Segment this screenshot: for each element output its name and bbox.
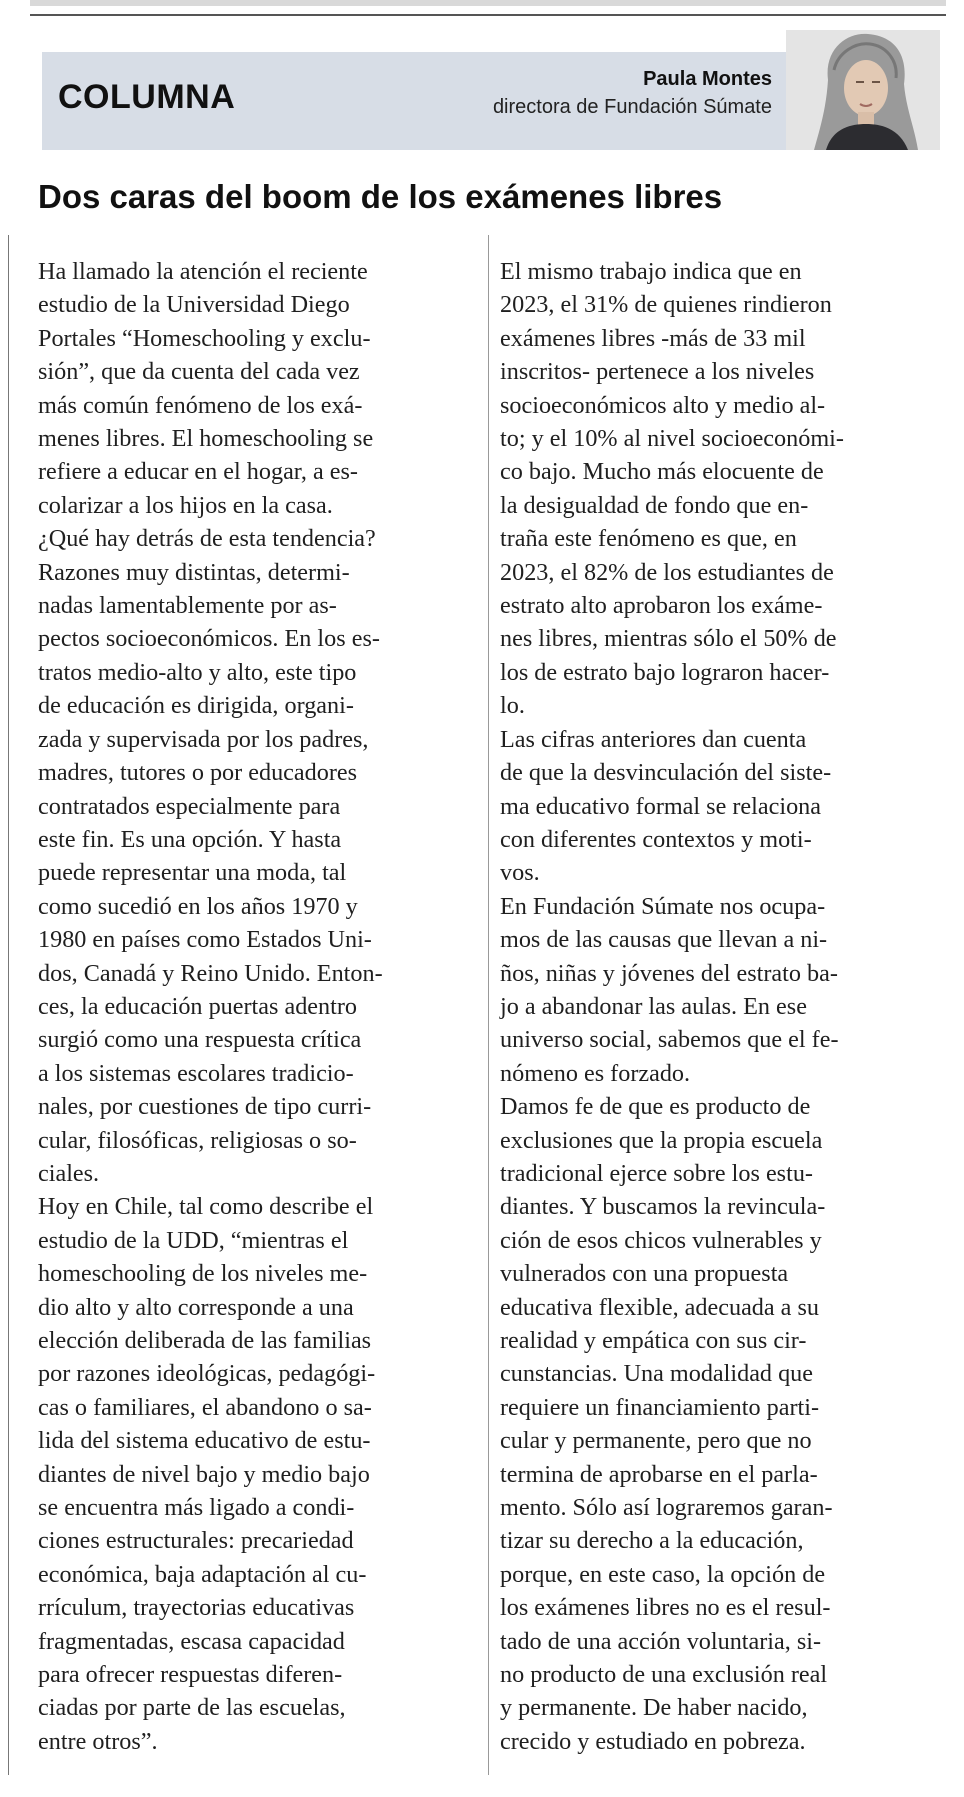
author-role: directora de Fundación Súmate xyxy=(492,96,772,118)
article-text-line: nadas lamentablemente por as- xyxy=(38,592,337,620)
article-text-line: traña este fenómeno es que, en xyxy=(500,525,797,553)
article-text-line: vos. xyxy=(500,859,540,887)
article-text-line: inscritos- pertenece a los niveles xyxy=(500,358,815,386)
article-text-line: ción de esos chicos vulnerables y xyxy=(500,1226,822,1254)
article-text-line: ¿Qué hay detrás de esta tendencia? xyxy=(38,525,376,553)
article-text-line: cunstancias. Una modalidad que xyxy=(500,1360,813,1388)
article-text-line: para ofrecer respuestas diferen- xyxy=(38,1661,343,1689)
article-text-line: refiere a educar en el hogar, a es- xyxy=(38,458,358,486)
article-text-line: nómeno es forzado. xyxy=(500,1059,691,1087)
article-text-line: crecido y estudiado en pobreza. xyxy=(500,1727,806,1755)
article-text-line: los de estrato bajo lograron hacer- xyxy=(500,658,830,686)
article-text-line: tizar su derecho a la educación, xyxy=(500,1527,804,1555)
article-text-line: de que la desvinculación del siste- xyxy=(500,759,832,787)
article-text-line: elección deliberada de las familias xyxy=(38,1327,372,1354)
article-text-line: nales, por cuestiones de tipo curri- xyxy=(38,1093,372,1121)
article-text-line: la desigualdad de fondo que en- xyxy=(500,491,809,519)
top-rule xyxy=(30,14,946,16)
author-name: Paula Montes xyxy=(643,68,772,90)
article-text-line: lo. xyxy=(500,692,525,720)
article-text-line: entre otros”. xyxy=(38,1727,158,1755)
article-text-line: 2023, el 31% de quienes rindieron xyxy=(500,291,832,319)
article-text-line: dio alto y alto corresponde a una xyxy=(38,1293,354,1321)
article-text-line: Hoy en Chile, tal como describe el xyxy=(38,1193,374,1221)
article-text-line: sión”, que da cuenta del cada vez xyxy=(38,358,360,386)
article-text-line: de educación es dirigida, organi- xyxy=(38,692,354,720)
article-text-line: zada y supervisada por los padres, xyxy=(38,725,369,753)
article-text-line: porque, en este caso, la opción de xyxy=(500,1560,826,1588)
article-text-line: madres, tutores o por educadores xyxy=(38,759,358,787)
article-text-line: no producto de una exclusión real xyxy=(500,1661,828,1689)
article-text-line: 1980 en países como Estados Uni- xyxy=(38,926,372,954)
article-text-line: estrato alto aprobaron los exáme- xyxy=(500,592,823,620)
article-text-line: puede representar una moda, tal xyxy=(38,859,347,887)
article-text-line: económica, baja adaptación al cu- xyxy=(38,1560,367,1588)
article-text-line: realidad y empática con sus cir- xyxy=(500,1327,807,1354)
article-text-line: jo a abandonar las aulas. En ese xyxy=(500,992,807,1020)
article-text-line: En Fundación Súmate nos ocupa- xyxy=(500,892,826,920)
article-text-line: cular y permanente, pero que no xyxy=(500,1427,812,1455)
article-text-line: Ha llamado la atención el reciente xyxy=(38,258,368,285)
article-text-line: Las cifras anteriores dan cuenta xyxy=(500,725,807,753)
article-text-line: mos de las causas que llevan a ni- xyxy=(500,926,828,954)
section-label: COLUMNA xyxy=(58,78,236,116)
article-text-line: to; y el 10% al nivel socioeconómi- xyxy=(500,425,844,453)
article-text-line: diantes de nivel bajo y medio bajo xyxy=(38,1460,370,1488)
article-text-line: dos, Canadá y Reino Unido. Enton- xyxy=(38,959,383,987)
page-left-rule xyxy=(8,235,9,1775)
article-text-line: cular, filosóficas, religiosas o so- xyxy=(38,1126,357,1154)
article-text-line: colarizar a los hijos en la casa. xyxy=(38,491,333,519)
article-text-line: socioeconómicos alto y medio al- xyxy=(500,391,826,419)
article-text-line: nes libres, mientras sólo el 50% de xyxy=(500,625,837,653)
article-text-line: rrículum, trayectorias educativas xyxy=(38,1594,355,1622)
article-text-line: exámenes libres -más de 33 mil xyxy=(500,324,806,352)
article-text-line: ciones estructurales: precariedad xyxy=(38,1527,354,1555)
article-text-line: se encuentra más ligado a condi- xyxy=(38,1494,355,1522)
top-margin-band xyxy=(30,0,946,6)
article-text-line: tado de una acción voluntaria, si- xyxy=(500,1627,822,1655)
article-text-line: exclusiones que la propia escuela xyxy=(500,1126,823,1154)
author-portrait xyxy=(786,30,940,150)
article-text-line: tratos medio-alto y alto, este tipo xyxy=(38,658,357,686)
article-text-line: homeschooling de los niveles me- xyxy=(38,1260,368,1288)
article-text-line: Razones muy distintas, determi- xyxy=(38,558,350,586)
article-text-line: estudio de la Universidad Diego xyxy=(38,291,350,319)
article-text-line: surgió como una respuesta crítica xyxy=(38,1026,362,1054)
article-text-line: y permanente. De haber nacido, xyxy=(500,1694,808,1722)
article-text-line: ciales. xyxy=(38,1159,100,1187)
article-text-line: termina de aprobarse en el parla- xyxy=(500,1460,818,1488)
article-text-line: requiere un financiamiento parti- xyxy=(500,1393,819,1421)
article-text-line: ños, niñas y jóvenes del estrato ba- xyxy=(500,959,838,987)
article-text-line: a los sistemas escolares tradicio- xyxy=(38,1059,354,1087)
article-text-line: educativa flexible, adecuada a su xyxy=(500,1293,819,1321)
article-text-line: por razones ideológicas, pedagógi- xyxy=(38,1360,376,1388)
author-portrait-image xyxy=(786,30,940,150)
article-text-line: 2023, el 82% de los estudiantes de xyxy=(500,558,834,586)
article-text-line: más común fenómeno de los exá- xyxy=(38,391,363,419)
article-text-line: lida del sistema educativo de estu- xyxy=(38,1427,371,1455)
article-text-line: este fin. Es una opción. Y hasta xyxy=(38,825,342,853)
article-text-line: fragmentadas, escasa capacidad xyxy=(38,1627,345,1655)
article-text-line: con diferentes contextos y moti- xyxy=(500,825,812,853)
article-text-line: co bajo. Mucho más elocuente de xyxy=(500,458,824,486)
article-column-left xyxy=(38,255,458,1758)
article-text-line: vulnerados con una propuesta xyxy=(500,1260,789,1288)
article-column-right xyxy=(500,255,930,1758)
article-text-line: universo social, sabemos que el fe- xyxy=(500,1026,839,1054)
article-text-line: los exámenes libres no es el resul- xyxy=(500,1594,831,1622)
headline: Dos caras del boom de los exámenes libres xyxy=(38,178,723,215)
article-text-line: menes libres. El homeschooling se xyxy=(38,425,374,453)
article-text-line: Damos fe de que es producto de xyxy=(500,1093,811,1121)
article-text-line: estudio de la UDD, “mientras el xyxy=(38,1226,349,1254)
article-text-line: ces, la educación puertas adentro xyxy=(38,992,357,1020)
article-text-line: tradicional ejerce sobre los estu- xyxy=(500,1159,813,1187)
article-text-line: como sucedió en los años 1970 y xyxy=(38,892,358,920)
column-divider xyxy=(488,235,489,1775)
article-text-line: ma educativo formal se relaciona xyxy=(500,792,822,820)
article-text-line: contratados especialmente para xyxy=(38,792,341,820)
article-text-line: El mismo trabajo indica que en xyxy=(500,258,802,285)
article-text-line: mento. Sólo así lograremos garan- xyxy=(500,1494,833,1522)
article-text-line: diantes. Y buscamos la revincula- xyxy=(500,1193,826,1221)
article-text-line: Portales “Homeschooling y exclu- xyxy=(38,324,371,352)
article-text-line: cas o familiares, el abandono o sa- xyxy=(38,1393,372,1421)
article-text-line: ciadas por parte de las escuelas, xyxy=(38,1694,346,1722)
article-text-line: pectos socioeconómicos. En los es- xyxy=(38,625,380,653)
